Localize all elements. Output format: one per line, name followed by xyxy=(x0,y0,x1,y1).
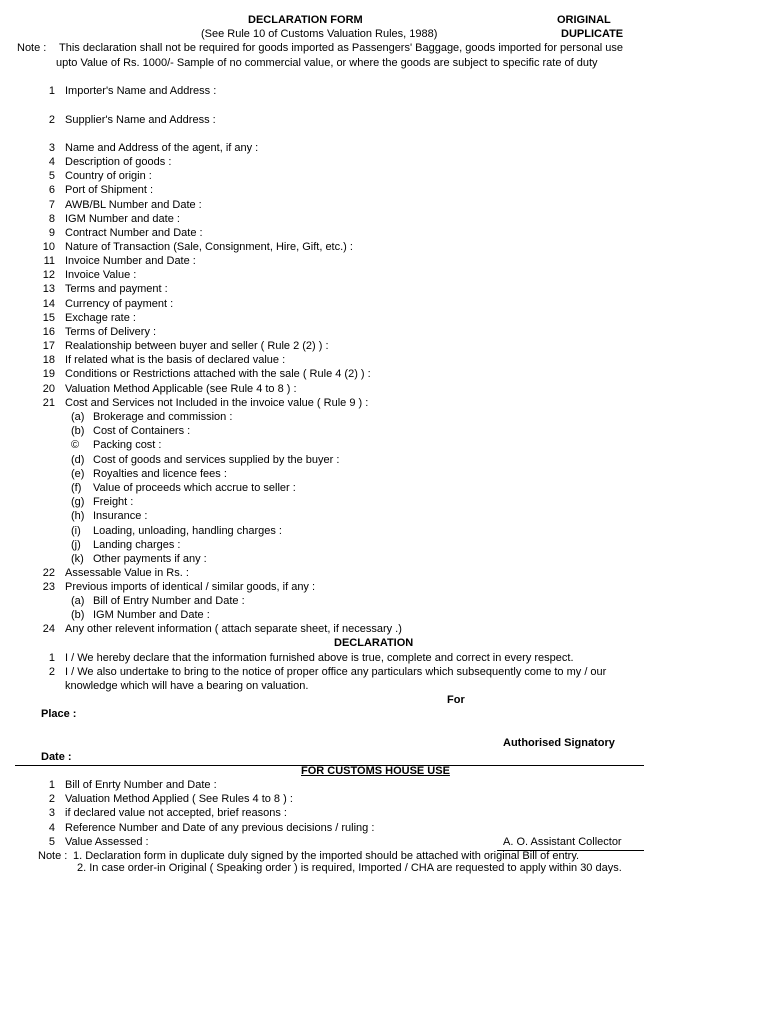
item-label: Contract Number and Date : xyxy=(65,227,203,239)
declaration-heading: DECLARATION xyxy=(334,637,414,649)
item-number: 2 xyxy=(48,114,55,126)
item-number: 10 xyxy=(42,241,55,253)
assistant-collector-label: A. O. Assistant Collector xyxy=(503,836,622,848)
item-number: 3 xyxy=(48,142,55,154)
declaration-text-1: I / We hereby declare that the information furnished above is true, complete and correct in every respect. xyxy=(65,652,574,664)
declaration-number: 2 xyxy=(48,666,55,678)
subitem-letter: (b) xyxy=(71,609,85,621)
item-label: Currency of payment : xyxy=(65,298,174,310)
subitem-letter: (h) xyxy=(71,510,85,523)
subitem-label: Landing charges : xyxy=(93,538,181,551)
item-number: 17 xyxy=(42,340,55,352)
customs-item-label: Valuation Method Applied ( See Rules 4 to 8 ) : xyxy=(65,793,293,806)
item-label: AWB/BL Number and Date : xyxy=(65,199,202,211)
item-number: 13 xyxy=(42,283,55,295)
subitem-label: IGM Number and Date : xyxy=(93,609,210,621)
item-number: 9 xyxy=(48,227,55,239)
item-number: 8 xyxy=(48,213,55,225)
customs-note-2: 2. In case order-in Original ( Speaking order ) is required, Imported / CHA are requested to apply within 30 days. xyxy=(77,862,622,874)
subitem-letter: (i) xyxy=(71,524,81,537)
customs-note-1: 1. Declaration form in duplicate duly signed by the imported should be attached with original Bill of entry. xyxy=(73,850,580,862)
customs-note-label: Note : xyxy=(38,850,68,862)
note-line-2: upto Value of Rs. 1000/- Sample of no commercial value, or where the goods are subject to specific rate of duty xyxy=(56,57,598,69)
item-number: 20 xyxy=(42,383,55,395)
customs-item-number: 4 xyxy=(48,821,55,834)
item-label: IGM Number and date : xyxy=(65,213,180,225)
date-label: Date : xyxy=(41,751,72,763)
item-label: Any other relevent information ( attach separate sheet, if necessary .) xyxy=(65,623,402,635)
item-number: 21 xyxy=(42,397,55,409)
item-number: 6 xyxy=(48,184,55,196)
subitem-letter: (a) xyxy=(71,595,85,607)
item-label: If related what is the basis of declared value : xyxy=(65,354,286,366)
copy-original-label: ORIGINAL xyxy=(557,14,611,26)
item-number: 24 xyxy=(42,623,55,635)
item-number: 7 xyxy=(48,199,55,211)
item-label: Invoice Value : xyxy=(65,269,137,281)
declaration-text-2-cont: knowledge which will have a bearing on valuation. xyxy=(65,680,309,692)
subitem-letter: (g) xyxy=(71,496,85,509)
customs-item-label: Reference Number and Date of any previous decisions / ruling : xyxy=(65,821,375,834)
customs-heading: FOR CUSTOMS HOUSE USE xyxy=(301,765,450,777)
customs-item-label: if declared value not accepted, brief reasons : xyxy=(65,807,287,820)
subitem-label: Royalties and licence fees : xyxy=(93,467,227,480)
subitem-letter: (k) xyxy=(71,553,84,565)
item-number: 19 xyxy=(42,368,55,380)
subitem-label: Packing cost : xyxy=(93,439,162,452)
declaration-number: 1 xyxy=(48,652,55,664)
subitem-label: Loading, unloading, handling charges : xyxy=(93,524,282,537)
subitem-label: Value of proceeds which accrue to seller : xyxy=(93,482,296,494)
subitem-letter: (d) xyxy=(71,453,85,466)
subitem-label: Cost of goods and services supplied by the buyer : xyxy=(93,453,340,466)
item-label: Port of Shipment : xyxy=(65,184,154,196)
item-number: 12 xyxy=(42,269,55,281)
item-label: Name and Address of the agent, if any : xyxy=(65,142,259,154)
subitem-letter: (j) xyxy=(71,538,81,551)
subitem-letter: © xyxy=(71,439,80,452)
customs-item-number: 5 xyxy=(48,835,55,848)
item-label: Nature of Transaction (Sale, Consignment, Hire, Gift, etc.) : xyxy=(65,241,353,253)
customs-item-label: Bill of Enrty Number and Date : xyxy=(65,779,217,791)
customs-item-number: 1 xyxy=(48,779,55,791)
item-label: Exchage rate : xyxy=(65,312,136,324)
authorised-signatory-label: Authorised Signatory xyxy=(503,737,615,749)
subitem-label: Cost of Containers : xyxy=(93,425,191,438)
item-number: 22 xyxy=(42,567,55,579)
item-label: Supplier's Name and Address : xyxy=(65,114,216,126)
subitem-letter: (f) xyxy=(71,482,82,494)
item-number: 14 xyxy=(42,298,55,310)
item-number: 15 xyxy=(42,312,55,324)
item-label: Assessable Value in Rs. : xyxy=(65,567,189,579)
item-number: 4 xyxy=(48,156,55,168)
subitem-label: Other payments if any : xyxy=(93,553,207,565)
item-label: Cost and Services not Included in the invoice value ( Rule 9 ) : xyxy=(65,397,369,409)
subitem-label: Freight : xyxy=(93,496,134,509)
item-label: Realationship between buyer and seller ( Rule 2 (2) ) : xyxy=(65,340,329,352)
form-title: DECLARATION FORM xyxy=(248,14,363,26)
item-label: Description of goods : xyxy=(65,156,172,168)
item-label: Terms of Delivery : xyxy=(65,326,157,338)
item-label: Country of origin : xyxy=(65,170,152,182)
subitem-letter: (b) xyxy=(71,425,85,438)
item-number: 1 xyxy=(48,85,55,97)
for-label: For xyxy=(447,694,465,706)
item-number: 18 xyxy=(42,354,55,366)
subitem-label: Bill of Entry Number and Date : xyxy=(93,595,245,607)
item-label: Importer's Name and Address : xyxy=(65,85,217,97)
item-number: 23 xyxy=(42,581,55,593)
copy-duplicate-label: DUPLICATE xyxy=(561,28,624,40)
place-label: Place : xyxy=(41,708,77,720)
item-label: Valuation Method Applicable (see Rule 4 to 8 ) : xyxy=(65,383,297,395)
item-label: Previous imports of identical / similar goods, if any : xyxy=(65,581,316,593)
item-label: Invoice Number and Date : xyxy=(65,255,196,267)
subitem-letter: (e) xyxy=(71,467,85,480)
item-number: 5 xyxy=(48,170,55,182)
customs-item-label: Value Assessed : xyxy=(65,835,149,848)
item-label: Terms and payment : xyxy=(65,283,168,295)
form-subtitle: (See Rule 10 of Customs Valuation Rules, 1988) xyxy=(201,28,438,40)
item-number: 16 xyxy=(42,326,55,338)
subitem-label: Brokerage and commission : xyxy=(93,411,233,423)
note-line-1: This declaration shall not be required for goods imported as Passengers' Baggage, goods imported for personal use xyxy=(59,42,624,54)
item-label: Conditions or Restrictions attached with the sale ( Rule 4 (2) ) : xyxy=(65,368,371,380)
note-label: Note : xyxy=(17,42,47,54)
customs-item-number: 3 xyxy=(48,807,55,820)
subitem-letter: (a) xyxy=(71,411,85,423)
customs-item-number: 2 xyxy=(48,793,55,806)
declaration-text-2: I / We also undertake to bring to the notice of proper office any particulars which subsequently come to my / our xyxy=(65,666,607,678)
subitem-label: Insurance : xyxy=(93,510,148,523)
item-number: 11 xyxy=(43,255,55,267)
